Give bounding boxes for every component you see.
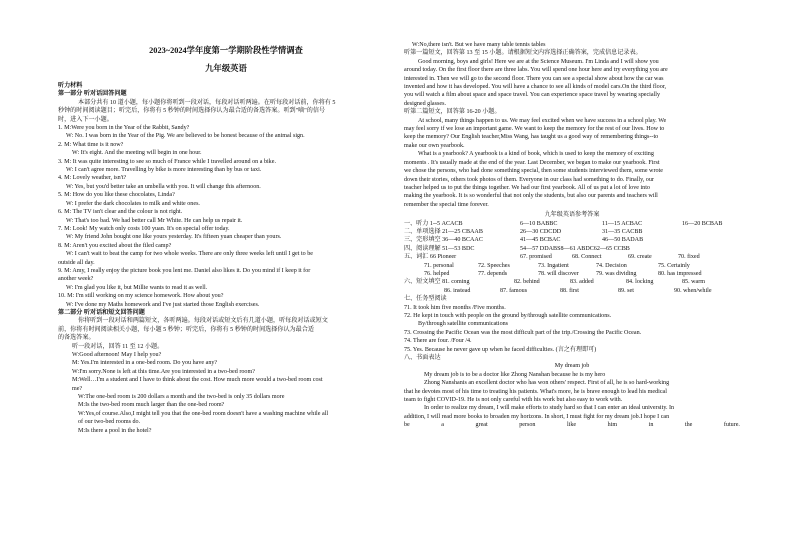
dialogue-line: W: I've done my Maths homework and I've just started those English exercises.: [66, 301, 260, 308]
task-reading-answers: [404, 304, 740, 354]
task-answer-line: 73. Crossing the Pacific Ocean was the most difficult part of the trip./Crossing the Pacific Ocean.: [404, 329, 642, 336]
dialogue-line: M: Yes.I'm interested in a one-bed room. Do you have any?: [72, 360, 218, 367]
essay-word: him: [607, 422, 618, 429]
dialogue-line: W: No. I was born in the Year of the Pig. We are believed to be honest because of the animal sign.: [66, 133, 305, 140]
dialogue-line: me?: [72, 385, 83, 392]
answer-key-title: 九年级英语参考答案: [544, 212, 600, 219]
answer-row: [404, 228, 740, 236]
section-heading-part1: 第一部分 听对话回答问题: [58, 91, 127, 98]
answer-group: 54—57 DDABS8—61 ABDC62—65 CCBB: [520, 245, 630, 252]
section-heading-part2: 第二部分 听对话和短文回答问题: [58, 309, 145, 316]
answer-label: 一、听力 1--5 ACACB: [404, 220, 463, 227]
dialogue-line: of our two-bed rooms do.: [78, 419, 141, 426]
essay-word: like: [566, 422, 577, 429]
dialogue-line: M:Is the two-bed room much larger than the one-bed room?: [78, 402, 225, 409]
fill-answer: 84. locking: [626, 279, 654, 286]
part2-dialogue: [58, 343, 394, 435]
fill-answer: 88. first: [560, 287, 579, 294]
essay-line: addition, I will read more books to broaden my horizons. In short, I must fight for my dream job.I hope I can: [404, 413, 670, 420]
dialogue-line: M:Well…I'm a student and I have to think about the cost. How much more would a two-bed room cost: [72, 377, 323, 384]
passage-line: 听第一篇短文，回答第 13 至 15 小题。请根据短文内容选择正确答案，完成信息记录表。: [404, 50, 642, 57]
vocab-answer: 71. personal: [424, 262, 454, 269]
passage-line: invented and how it has developed. You will have a chance to see all kinds of model cars.On the third floor,: [404, 84, 667, 91]
dialogue-line: 10. M: I'm still working on my science homework. How about you?: [58, 293, 224, 300]
part1-dialogues: [58, 124, 394, 309]
dialogue-line: W: Yes, but you'd better take an umbella with you. It will change this afternoon.: [66, 183, 261, 190]
right-column: [404, 0, 740, 430]
dialogue-line: W: It's eight. And the meeting will begin in one hour.: [72, 150, 202, 157]
essay-line: Zhong Nanshanis an excellent doctor who has won others' respect. First of all, he is so hard-working: [424, 380, 670, 387]
vocab-answer: 79. was dividing: [596, 270, 637, 277]
vocab-answer: 75. Certainly: [658, 262, 690, 269]
part2-instructions: [58, 317, 394, 342]
fill-label: 六、短文填空 81. coming: [404, 279, 470, 286]
passage-line: you will watch a film about space and space travel. You can experience space travel by wearing specially: [404, 92, 661, 99]
fill-answer: 86. instead: [444, 287, 471, 294]
vocab-answer: 73. Ingatient: [538, 262, 569, 269]
passage-line: designed glasses.: [404, 100, 446, 107]
answer-key: [404, 220, 740, 254]
passage-line: remember the special time forever.: [404, 201, 489, 208]
section-heading-listening: 听力材料: [58, 83, 83, 89]
dialogue-line: W: I can't wait to beat the camp for two whole weeks. There are only three weeks left until I get to be: [66, 251, 313, 258]
dialogue-line: M:Is there a pool in the hotel?: [78, 427, 152, 434]
passage-line: make our own yearbook.: [404, 142, 465, 149]
fill-answer: 82. behind: [514, 279, 540, 286]
part1-instructions: [58, 99, 394, 124]
dialogue-line: W:I'm sorry.None is left at this time.Are you interested in a two-bed room?: [72, 368, 255, 375]
vocab-answer: 67. promised: [520, 254, 552, 261]
passage-line: teacher helped us to put the things together. We had our first yearbook. All of us put a lot of love into: [404, 184, 650, 191]
dialogue-line: 3. M: It was quite interesting to see so much of France while I travelled around on a bike.: [58, 158, 276, 165]
vocab-answer: 69. create: [628, 254, 652, 261]
vocab-label: 五、词汇 66 Pioneer: [404, 254, 457, 261]
dialogue-line: outside all day.: [58, 259, 95, 266]
passage-line: At school, many things happen to us. We may feel excited when we have success in a school play. We: [418, 117, 667, 124]
task-answer-line: 71. It took him five months /Five months.: [404, 304, 506, 311]
passage-line: keep the memory? Our English teacher,Miss Wang, has taught us a good way of remembering things--to: [404, 134, 659, 141]
dialogue-line: 听一段对话，回答 11 至 12 小题。: [72, 343, 164, 350]
passage-line: Good morning, boys and girls! Here we are at the Science Museum. I'm Linda and I will show you: [418, 58, 659, 65]
writing-heading: 八、书面表达: [404, 355, 441, 362]
vocab-answer: 72. Speeches: [478, 262, 510, 269]
fill-answer: 90. when/while: [674, 287, 712, 294]
essay-word: the: [684, 422, 693, 429]
fill-answer: 85. warm: [682, 279, 706, 286]
passage-line: may feel sorry if we lose an important game. We want to keep the memory for the rest of our lives. How to: [404, 126, 665, 133]
essay-word: in: [648, 422, 654, 429]
dialogue-line: 2. M: What time is it now?: [58, 141, 124, 148]
essay-last-line: [404, 421, 740, 429]
passage-line: down their stories, others took photos of them. Everyone in our class had something to do. Finally, our: [404, 176, 654, 183]
answer-group: 11—15 ACBAC: [602, 220, 643, 227]
dialogue-line: W:Good afternoon! May I help you?: [72, 352, 162, 358]
dialogue-line: W: I'm glad you like it, but Millie wants to read it as well.: [66, 284, 208, 291]
answer-row: [404, 236, 740, 244]
vocab-answer: 80. has impressed: [658, 270, 702, 277]
dialogue-line: W: My friend John bought one like yours yesterday. It's fifteen yuan cheaper than yours.: [66, 234, 282, 241]
essay-line: My dream job is to be a doctor like Zhong Nanshan because he is my hero: [424, 371, 606, 378]
essay-line: team to fight COVID-19. He is not only careful with his work but also easy to work with.: [404, 397, 623, 404]
answer-group: 41—45 BCBAC: [520, 237, 561, 244]
passage-line: What is a yearbook? A yearbook is a kind of book, which is used to keep the memory of exciting: [418, 151, 654, 158]
passage-line: we chose the persons, who had done something special, then some students interviewed them, some wrote: [404, 168, 663, 175]
passage-line: moments . It's usually made at the end of the year. Last December, we began to make our yearbook. First: [404, 159, 660, 166]
fill-answer: 83. added: [570, 279, 594, 286]
answer-label: 三、完形填空 36—40 BCAAC: [404, 237, 483, 244]
instruction-line: 时，进入下一小题。: [58, 116, 113, 123]
dialogue-line: 5. M: How do you like these chocolates, Linda?: [58, 192, 175, 199]
instruction-line: 前，你将有时间阅读相关小题，每小题 5 秒钟；听完后，你将有 5 秒钟的时间选择你认为最合适: [58, 326, 314, 333]
fill-answers-row-1: [404, 278, 740, 286]
passage-line: making the yearbook. It is so wonderful that not only the students, but also our parents and teachers will: [404, 193, 658, 200]
essay-line: In order to realize my dream, I will make efforts to study hard so that I can enter an ideal university. In: [424, 405, 675, 412]
answer-row: [404, 220, 740, 228]
vocab-answer: 74. Decision: [596, 262, 627, 269]
vocab-answers-row-3: [404, 270, 740, 278]
dialogue-line: 6. M: The TV isn't clear and the colour is not right.: [58, 209, 183, 216]
answer-group: 16—20 BCBAB: [682, 220, 723, 227]
instruction-line: 你将听到一段对话和两篇短文，各听两遍。每段对话或短文后有几道小题，听每段对话或短文: [78, 318, 328, 325]
vocab-answers-row-2: [404, 262, 740, 270]
instruction-line: 秒钟的时间阅读题目；听完后，你将有 5 秒钟的时间选择你认为最合适的备选答案。听到"嘀"的信号: [58, 108, 326, 115]
dialogue-line: W: That's too bad. We had better call Mr White. He can help us repair it.: [66, 217, 243, 224]
essay-line: that he devotes most of his time to treating his patients. What's more, he is brave enough to lead his medical: [404, 388, 667, 395]
dialogue-line: W: I prefer the dark chocolates to milk and white ones.: [66, 200, 200, 207]
essay-word: person: [519, 422, 536, 429]
listening-passages: [404, 41, 740, 209]
task-answer-line: 72. He kept in touch with people on the ground by/through satellite communications.: [404, 313, 612, 319]
vocab-answer: 76. helped: [424, 270, 450, 277]
answer-group: 31—35 CACBB: [602, 228, 643, 235]
passage-line: interested in. Then we will go to the second floor. There you can see a special show about how the car was: [404, 75, 664, 82]
passage-line: 听第二篇短文，回答第 16-20 小题。: [404, 109, 501, 116]
fill-answer: 89. set: [618, 287, 634, 294]
task-answer-line: By/through satellite communications: [418, 321, 509, 328]
task-answer-line: 74. There are four. /Four /4.: [404, 338, 472, 345]
essay-word: be: [404, 422, 410, 429]
essay-word: a: [441, 422, 444, 429]
dialogue-line: 7. M: Look! My watch only costs 100 yuan. It's on special offer today.: [58, 225, 230, 232]
left-column: [58, 0, 394, 435]
dialogue-line: 4. M: Lovely weather, isn't?: [58, 175, 127, 182]
instruction-line: 的备选答案。: [58, 335, 95, 342]
dialogue-line: 1. M:Were you born in the Year of the Rabbit, Sandy?: [58, 125, 190, 132]
answer-group: 26—30 CDCDD: [520, 228, 562, 235]
vocab-answers-row-1: [404, 253, 740, 261]
answer-row: [404, 245, 740, 253]
essay-word: great: [475, 422, 488, 429]
dialogue-line: 8. M: Aren't you excited about the filed camp?: [58, 242, 172, 249]
vocab-answer: 70. fixed: [678, 254, 700, 261]
vocab-answer: 78. will discover: [538, 270, 579, 277]
answer-label: 四、阅读理解 51—53 BDC: [404, 245, 475, 252]
answer-group: 6—10 BABBC: [520, 220, 558, 227]
dialogue-line: W:Yes,of course.Also,I might tell you that the one-bed room doesn't have a washing machine while all: [78, 410, 329, 417]
task-answer-line: 75. Yes. Because he never gave up when he faced difficulties. (言之有理即可): [404, 346, 597, 353]
vocab-answer: 68. Connect: [572, 254, 602, 261]
dialogue-line: 9. M: Amy, I really enjoy the picture book you lent me. Daniel also likes it. Do you mind if I keep it for: [58, 267, 311, 274]
essay-word: future.: [723, 422, 740, 429]
vocab-answer: 77. depends: [478, 270, 508, 277]
dialogue-line: W: I can't agree more. Travelling by bike is more interesting than by bus or taxi.: [66, 167, 262, 174]
passage-line: around today. On the first floor there are three labs. You will spend one hour here and try everything you are: [404, 67, 668, 74]
answer-label: 二、单项选择 21—25 CBAAB: [404, 228, 483, 235]
dialogue-line: another week?: [58, 276, 94, 283]
task-reading-heading: 七、任务型阅读: [404, 296, 447, 303]
essay-body: [404, 371, 740, 421]
paper-subtitle: 九年级英语: [205, 64, 247, 73]
dialogue-line: W:The one-bed room is 200 dollars a month and the two-bed is only 35 dollars more: [78, 394, 285, 401]
fill-answer: 87. famous: [500, 287, 528, 294]
instruction-line: 本部分共有 10 道小题，每小题你将听到一段对话，每段对话听两遍。在听每段对话前，你将有 5: [78, 99, 336, 106]
essay-title: My dream job: [554, 363, 590, 370]
paper-title: 2023~2024学年度第一学期阶段性学情调查: [149, 46, 303, 55]
answer-group: 46—50 BADAB: [602, 237, 644, 244]
fill-answers-row-2: [404, 287, 740, 295]
passage-line: W:No,there isn't. But we have many table tennis tables: [412, 42, 546, 48]
